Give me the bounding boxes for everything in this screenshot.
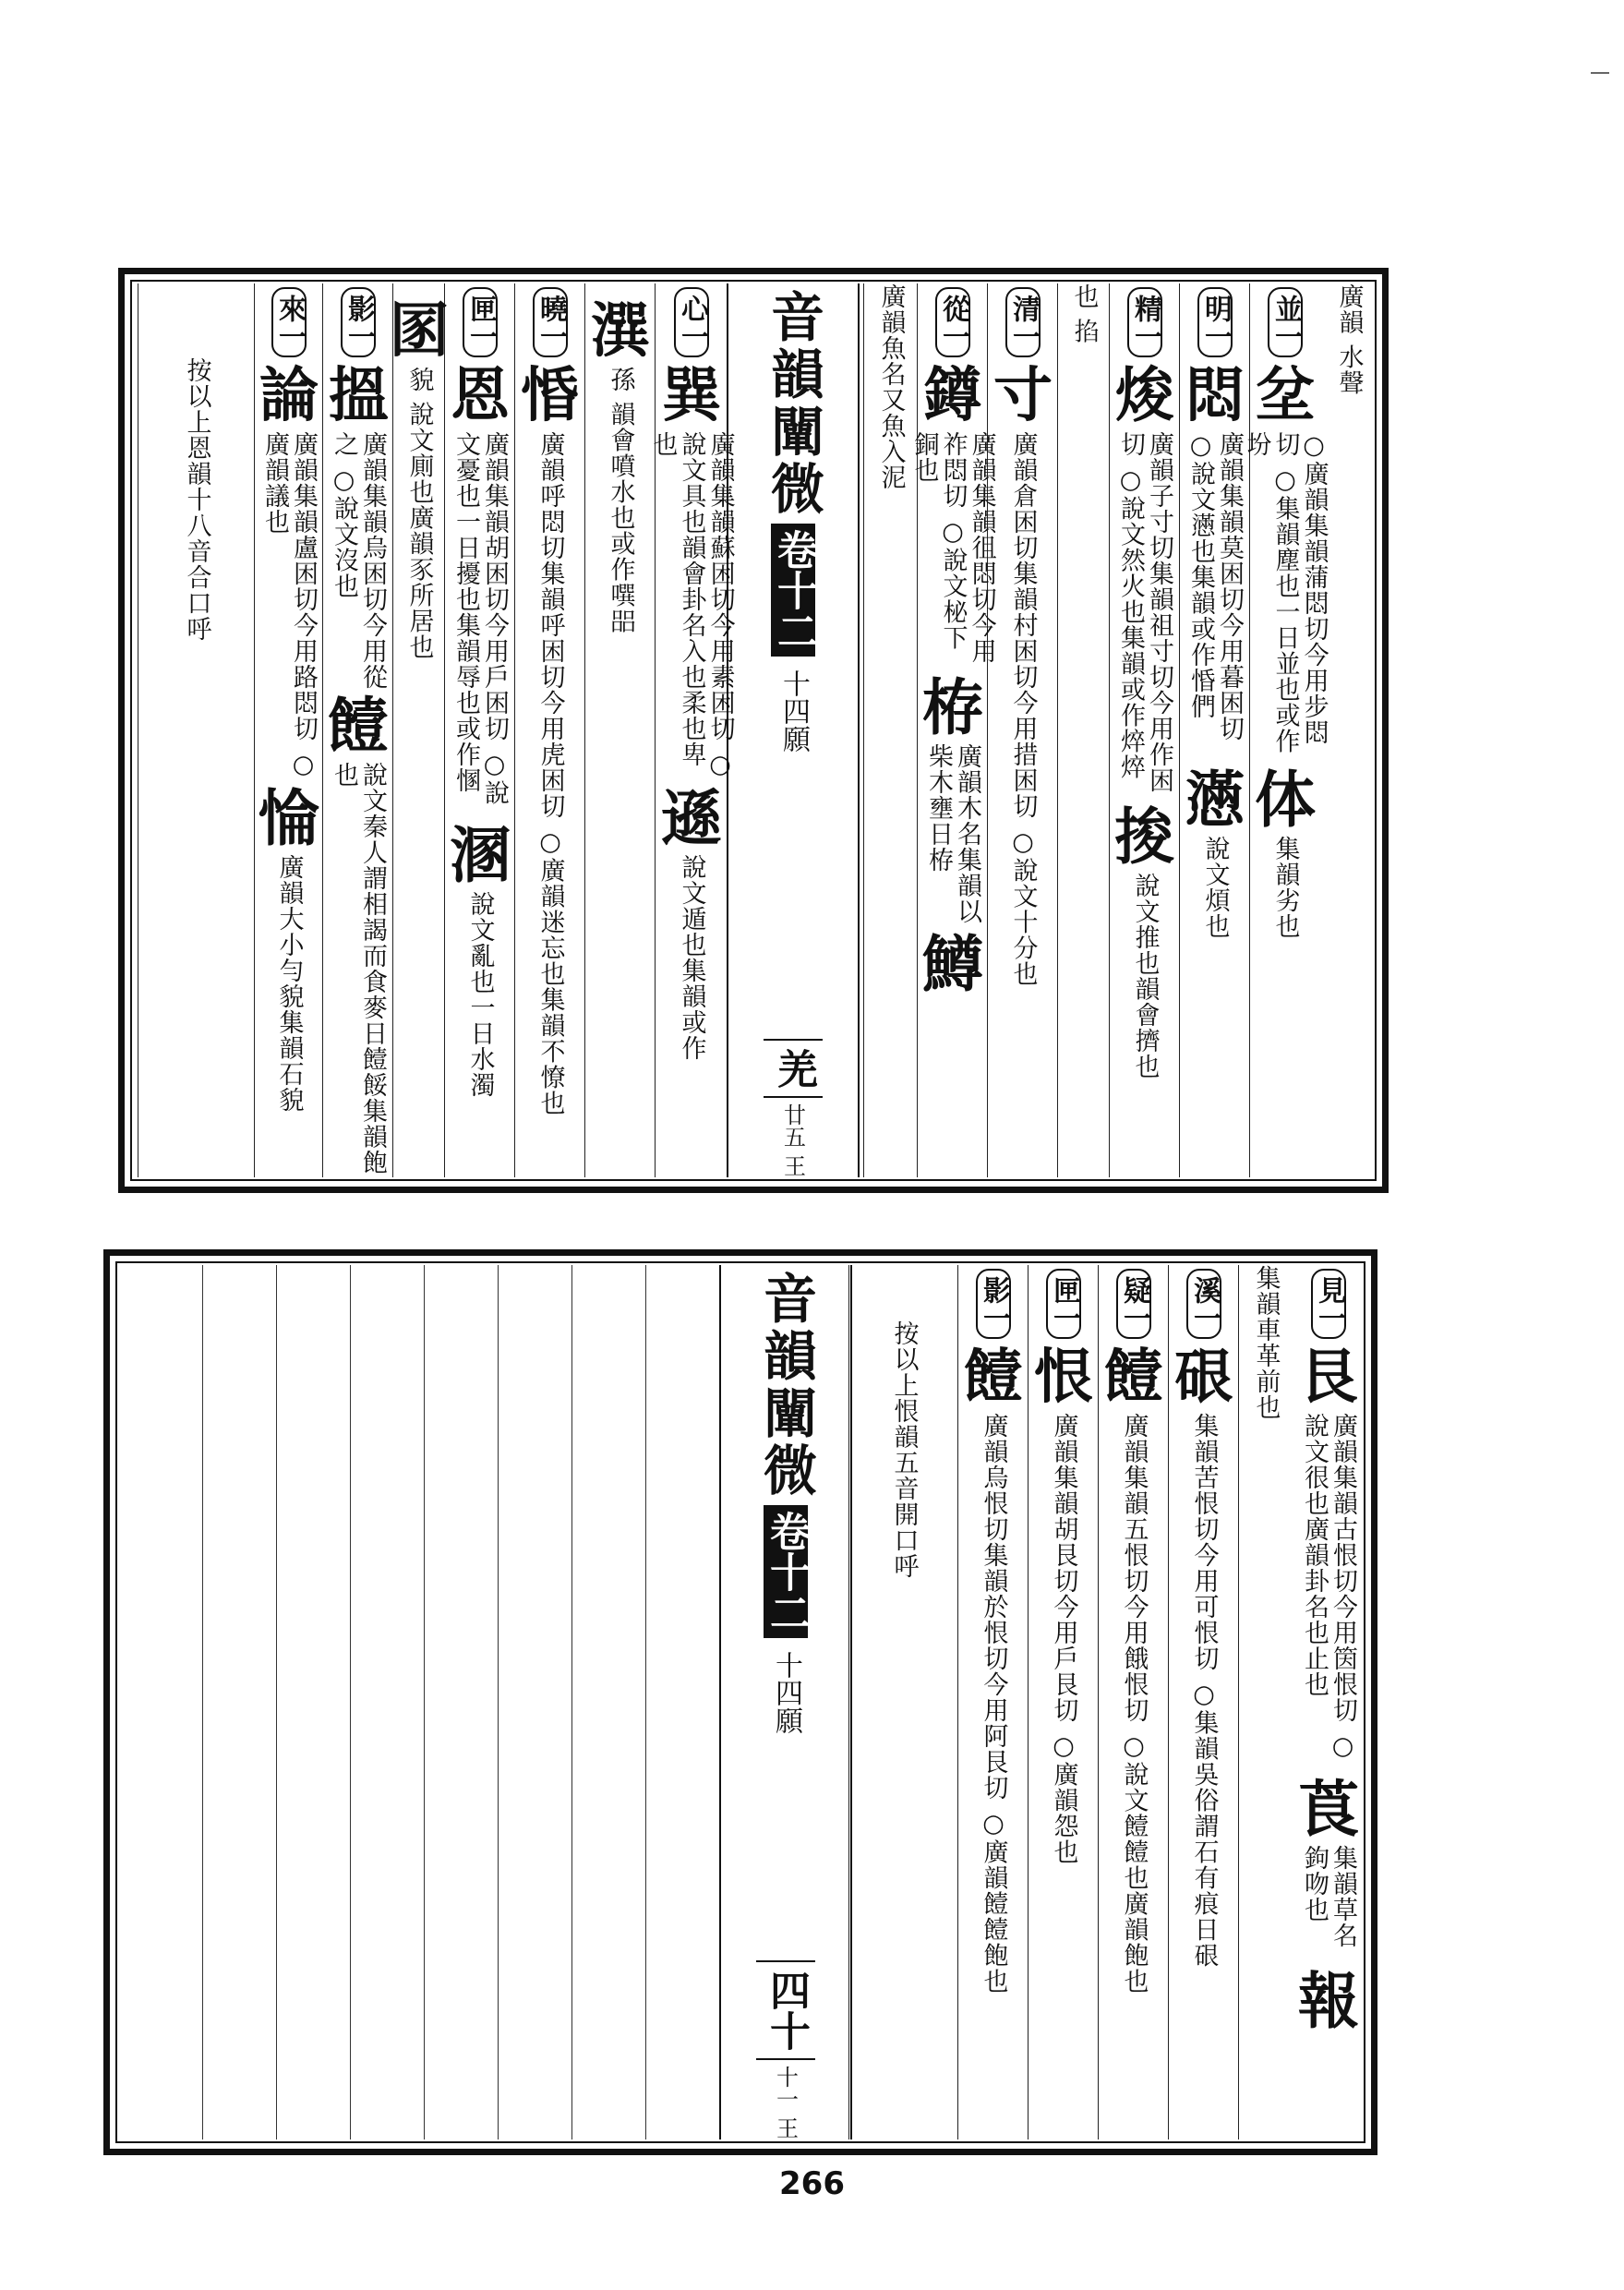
initial-label: 見一 [1311,1269,1346,1339]
column-b0 [1292,1265,1365,2139]
head-character-3: 鱒 [922,928,983,1000]
bottom-page-panel [103,1249,1377,2155]
leaf-number: 四十 [756,1960,815,2060]
empty-column-rule [645,1265,646,2139]
column-l5 [322,283,393,1177]
column-l3 [444,283,515,1177]
column-note: 廣韻集韻盧困切今用路悶切 ○廣韻議也 [260,431,319,780]
column-note: 廣韻子寸切集韻祖寸切今用作困切 ○說文然火也集韻或作焠焠 [1116,431,1174,793]
column-note: 按以上恩韻十八音合口呼 [182,357,211,642]
column-note-2: 說文煩也 [1200,836,1230,939]
head-character: 恨 [1034,1343,1093,1412]
column-r2 [1179,283,1250,1177]
empty-column-rule [498,1265,499,2139]
column-b4 [1028,1265,1099,2139]
column-note-2: 說文亂也一日水濁 [465,891,495,1098]
initial-label: 並一 [1268,287,1303,357]
initial-label: 從一 [935,287,970,357]
column-note: 廣韻集韻蘇困切今用素困切 ○說文具也韻會卦名入也柔也卑也 [648,431,735,780]
head-character: 巽 [662,361,721,430]
column-note: 廣韻集韻胡艮切今用戶艮切 ○廣韻怨也 [1049,1413,1078,1865]
block-mark: 廿五 王 [779,1103,806,1177]
head-character: 坌 [1256,361,1315,430]
initial-label: 精一 [1127,287,1162,357]
head-character-2: 栫 [922,671,983,743]
empty-column-rule [424,1265,425,2139]
head-character: 寸 [993,361,1053,430]
column-note-2: 廣韻大小勻貌集韻石貌 [274,854,304,1113]
head-character-2: 捘 [1114,801,1175,873]
head-character: 艮 [1299,1343,1358,1412]
leaf-number: 羌 [764,1039,823,1098]
page-number: 266 [779,2165,845,2202]
head-character-2: 惀 [259,782,319,854]
column-r1 [1242,283,1329,1177]
head-character: 饐 [1104,1343,1163,1412]
column-note: 廣韻集韻五恨切今用餓恨切 ○說文饐饐也廣韻飽也 [1119,1413,1149,1995]
head-character-2: 懣 [1185,764,1245,836]
column-note: 按以上恨韻五音開口呼 [889,1320,919,1579]
column-b3 [1098,1265,1169,2139]
column-b1 [1238,1265,1293,2139]
initial-label: 曉一 [533,287,568,357]
column-note-2: 說文遁也集韻或作 [677,854,706,1061]
initial-label: 影一 [341,287,376,357]
column-l0 [648,283,735,1177]
head-character-3: 報 [1298,1965,1359,2037]
column-note-2: 說文秦人謂相謁而食麥日饐餒集韻飽也 [330,762,388,1175]
book-title: 音韻闡微 [754,1271,817,1500]
head-character: 論 [259,361,319,430]
head-character-2: 溷 [450,819,511,891]
empty-column-rule [350,1265,351,2139]
column-note: 貌 說文廁也廣韻豕所居也 [404,367,434,660]
initial-label: 心一 [674,287,709,357]
head-character: 饐 [964,1343,1023,1412]
head-character-2: 体 [1255,764,1316,836]
center-header [719,1265,852,2139]
column-l7 [138,283,255,1177]
column-r7 [863,283,918,1177]
column-r6 [909,283,996,1177]
initial-label: 溪一 [1186,1269,1221,1339]
initial-label: 匣一 [463,287,498,357]
top-page-panel [118,268,1389,1193]
column-note: 廣韻魚名又魚入泥 [876,283,906,490]
rhyme-label: 十四願 [777,669,810,753]
column-b6 [848,1265,958,2139]
column-r4 [1057,283,1110,1177]
head-character: 潠 [591,296,650,366]
column-note: 集韻苦恨切今用可恨切 ○集韻吳俗謂石有痕日硍 [1189,1413,1219,1969]
column-b2 [1168,1265,1239,2139]
rhyme-label: 十四願 [770,1651,802,1734]
column-r3 [1109,283,1180,1177]
column-note-2: 集韻劣也 [1270,836,1300,939]
initial-label: 影一 [976,1269,1011,1339]
column-r5 [987,283,1058,1177]
head-character: 悶 [1185,361,1245,430]
head-character: 圂 [390,296,449,366]
head-character: 惛 [521,361,580,430]
empty-column-rule [571,1265,572,2139]
column-note: 廣韻 水聲 [1334,283,1364,396]
volume-label: 卷十二 [771,524,815,657]
head-character: 鐏 [923,361,982,430]
head-character: 恩 [451,361,510,430]
center-header [727,283,860,1177]
block-mark: 十一 王 [772,2066,799,2139]
column-note: 集韻車革前也 [1251,1265,1281,1420]
head-character-2: 饐 [328,690,389,762]
column-note: 廣韻倉困切集韻村困切今用措困切 ○說文十分也 [1008,431,1038,987]
column-note-2: 說文推也韻會擠也 [1130,873,1160,1079]
column-note-2: 廣韻木名集韻以柴木壅日栫 [924,743,982,924]
column-b5 [957,1265,1029,2139]
initial-label: 清一 [1005,287,1041,357]
column-note: 也 掐 [1069,283,1099,344]
empty-column-rule [276,1265,277,2139]
column-l1 [584,283,656,1177]
column-l2 [514,283,585,1177]
head-character: 硍 [1174,1343,1233,1412]
book-title: 音韻闡微 [762,289,824,518]
column-note: 廣韻集韻徂悶切今用祚悶切 ○說文柲下銅也 [909,431,996,664]
column-note: ○廣韻集韻蒲悶切今用步悶切 ○集韻塵也一日並也或作坋 [1242,431,1329,754]
empty-column-rule [202,1265,203,2139]
initial-label: 疑一 [1116,1269,1151,1339]
column-note-2: 集韻草名鉤吻也 [1300,1845,1358,1948]
column-note: 孫 韻會噴水也或作噀㗊 [606,367,635,634]
column-note: 廣韻集韻古恨切今用筃恨切 ○說文很也廣韻卦名也止也 [1300,1413,1358,1762]
volume-label: 卷十二 [764,1505,808,1638]
page-edge-mark [1591,72,1609,74]
initial-label: 明一 [1197,287,1233,357]
column-note: 廣韻集韻胡困切今用戶困切 ○說文憂也一日擾也集韻辱也或作㥵 [451,431,510,806]
column-note: 廣韻集韻莫困切今用暮困切 ○說文懣也集韻或作惛們 [1186,431,1245,741]
column-l4 [390,283,449,1177]
head-character-2: 莨 [1298,1773,1359,1845]
initial-label: 匣一 [1046,1269,1081,1339]
head-character: 搵 [329,361,388,430]
column-note: 廣韻烏恨切集韻於恨切今用阿艮切 ○廣韻饐饐飽也 [979,1413,1008,1995]
column-l6 [254,283,323,1177]
head-character: 焌 [1115,361,1174,430]
column-note: 廣韻集韻烏困切今用從之 ○說文沒也 [330,431,388,690]
column-r0 [1320,283,1377,1177]
initial-label: 來一 [271,287,307,357]
column-note: 廣韻呼悶切集韻呼困切今用虎困切 ○廣韻迷忘也集韻不憭也 [535,431,565,1116]
head-character-2: 遜 [661,782,722,854]
